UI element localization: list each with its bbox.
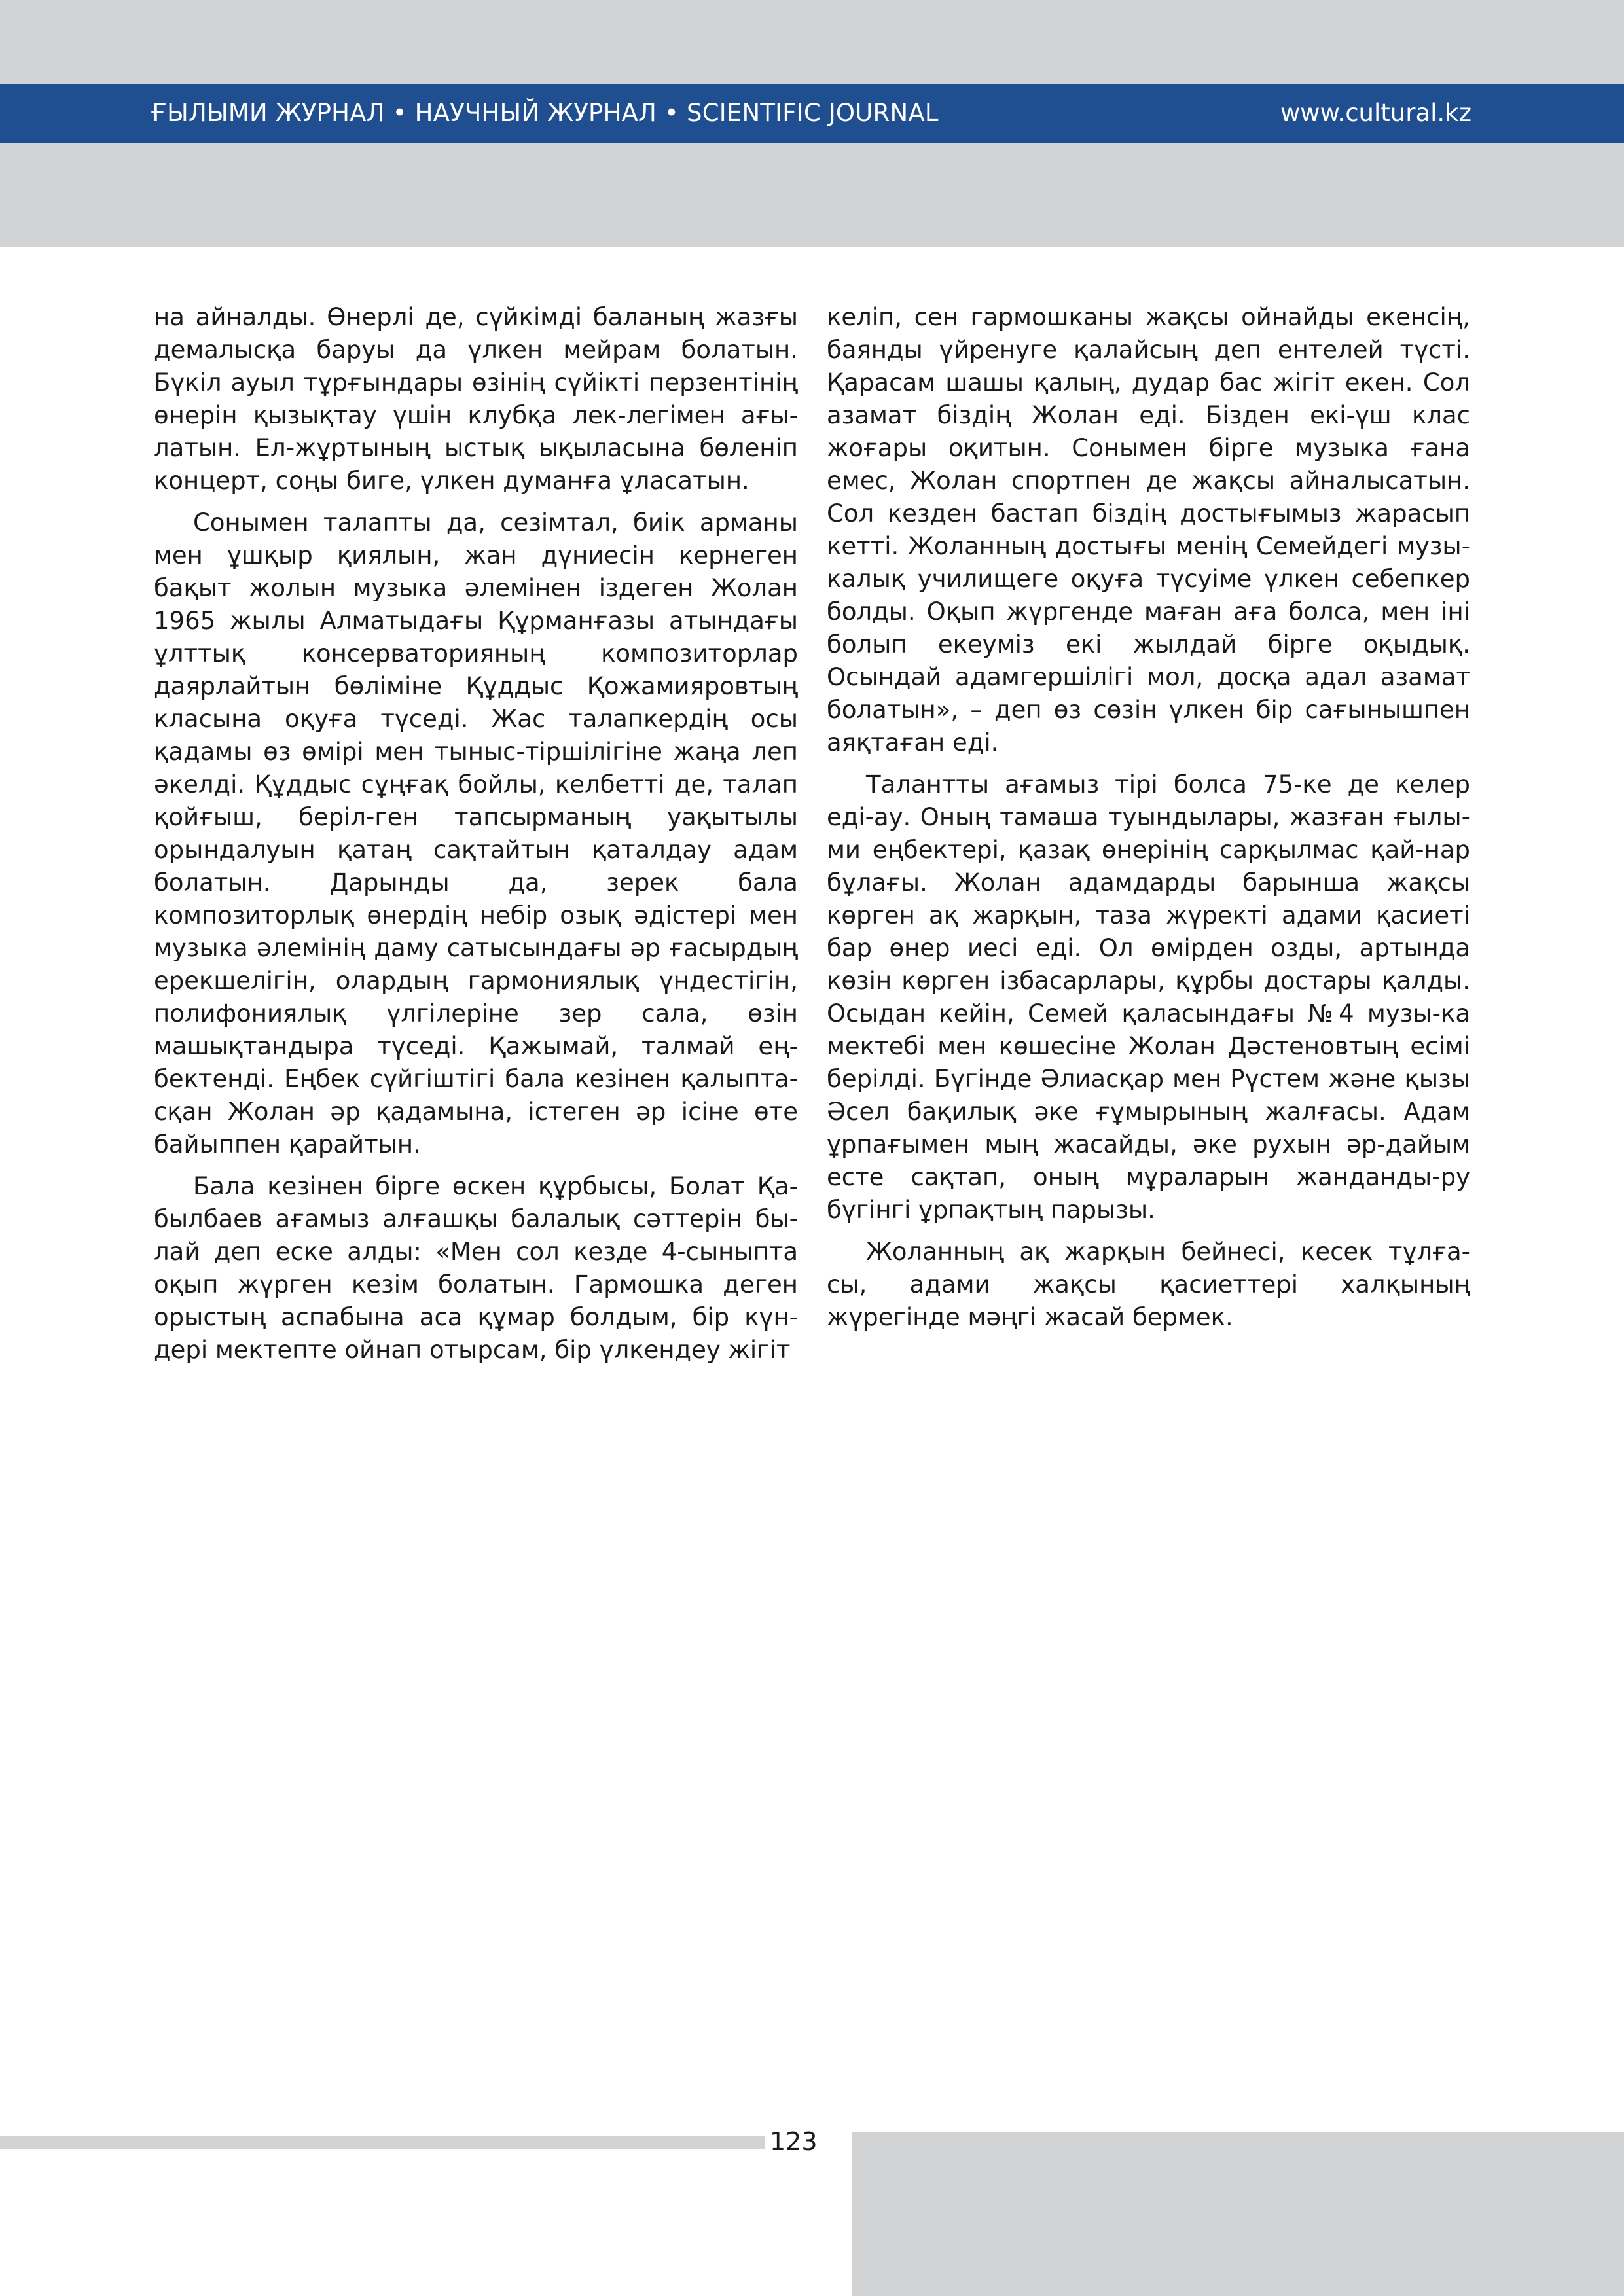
journal-header: [0, 84, 1624, 143]
article-left-column: [154, 301, 798, 1376]
paragraph: на айналды. Өнерлі де, сүйкімді баланың жазғы демалысқа баруы да үлкен мейрам болатын. Бүкіл ауыл тұрғындары өзінің сүйікті перзентінің өнерін қызықтау үшін клубқа лек-легімен ағы-латын. Ел-жұртының ыстық ықыласына бөленіп концерт, соңы биге, үлкен думанға ұласатын.: [154, 303, 798, 495]
footer-left-bar: [0, 2136, 765, 2149]
article-right-column: [827, 301, 1470, 1343]
paragraph: Сонымен талапты да, сезімтал, биік арманы мен ұшқыр қиялын, жан дүниесін кернеген бақыт жолын музыка әлемінен іздеген Жолан 1965 жылы Алматыдағы Құрманғазы атындағы ұлттық консерваторияның композиторлар даярлайтын бөліміне Құддыс Қожамияровтың класына оқуға түседі. Жас талапкердің осы қадамы өз өмірі мен тыныс-тіршілігіне жаңа леп әкелді. Құддыс сұңғақ бойлы, келбетті де, талап қойғыш, беріл-ген тапсырманың уақытылы орындалуын қатаң сақтайтын қаталдау адам болатын. Дарынды да, зерек бала композиторлық өнердің небір озық әдістері мен музыка әлемінің даму сатысындағы әр ғасырдың ерекшелігін, олардың гармониялық үндестігін, полифониялық үлгілеріне зер сала, өзін машықтандыра түседі. Қажымай, талмай ең-бектенді. Еңбек сүйгіштігі бала кезінен қалыпта-сқан Жолан әр қадамына, істеген әр ісіне өте байыппен қарайтын.: [154, 509, 798, 1158]
paragraph: Бала кезінен бірге өскен құрбысы, Болат Қа-былбаев ағамыз алғашқы балалық сәттерін бы-лай деп еске алды: «Мен сол кезде 4-сыныпта оқып жүрген кезім болатын. Гармошка деген орыстың аспабына аса құмар болдым, бір күн-дері мектепте ойнап отырсам, бір үлкендеу жігіт: [154, 1172, 798, 1364]
footer-right-block: [852, 2132, 1624, 2296]
paragraph: Талантты ағамыз тірі болса 75-ке де келер еді-ау. Оның тамаша туындылары, жазған ғылы-ми еңбектері, қазақ өнерінің сарқылмас қай-нар бұлағы. Жолан адамдарды барынша жақсы көрген ақ жарқын, таза жүректі адами қасиеті бар өнер иесі еді. Ол өмірден озды, артында көзін көрген ізбасарлары, құрбы достары қалды. Осыдан кейін, Семей қаласындағы №4 музы-ка мектебі мен көшесіне Жолан Дәстеновтың есімі берілді. Бүгінде Әлиасқар мен Рүстем және қызы Әсел бақилық әке ғұмырының жалғасы. Адам ұрпағымен мың жасайды, әке рухын әр-дайым есте сақтап, оның мұраларын жанданды-ру бүгінгі ұрпақтың парызы.: [827, 770, 1470, 1224]
journal-website-link[interactable]: www.cultural.kz: [1280, 99, 1471, 127]
paragraph: Жоланның ақ жарқын бейнесі, кесек тұлға-сы, адами жақсы қасиеттері халқының жүрегінде мәңгі жасай бермек.: [827, 1238, 1470, 1331]
page-number: 123: [770, 2127, 818, 2156]
paragraph: келіп, сен гармошканы жақсы ойнайды екенсің, баянды үйренуге қалайсың деп ентелей түсті. Қарасам шашы қалың, дудар бас жігіт екен. Сол азамат біздің Жолан еді. Бізден екі-үш клас жоғары оқитын. Сонымен бірге музыка ғана емес, Жолан спортпен де жақсы айналысатын. Сол кезден бастап біздің достығымыз жарасып кетті. Жоланның достығы менің Семейдегі музы-калық училищеге оқуға түсуіме үлкен себепкер болды. Оқып жүргенде маған аға болса, мен іні болып екеуміз екі жылдай бірге оқыдық. Осындай адамгершілігі мол, досқа адал азамат болатын», – деп өз сөзін үлкен бір сағынышпен аяқтаған еді.: [827, 303, 1470, 757]
journal-title: ҒЫЛЫМИ ЖУРНАЛ • НАУЧНЫЙ ЖУРНАЛ • SCIENTIFIC JOURNAL: [151, 99, 939, 127]
